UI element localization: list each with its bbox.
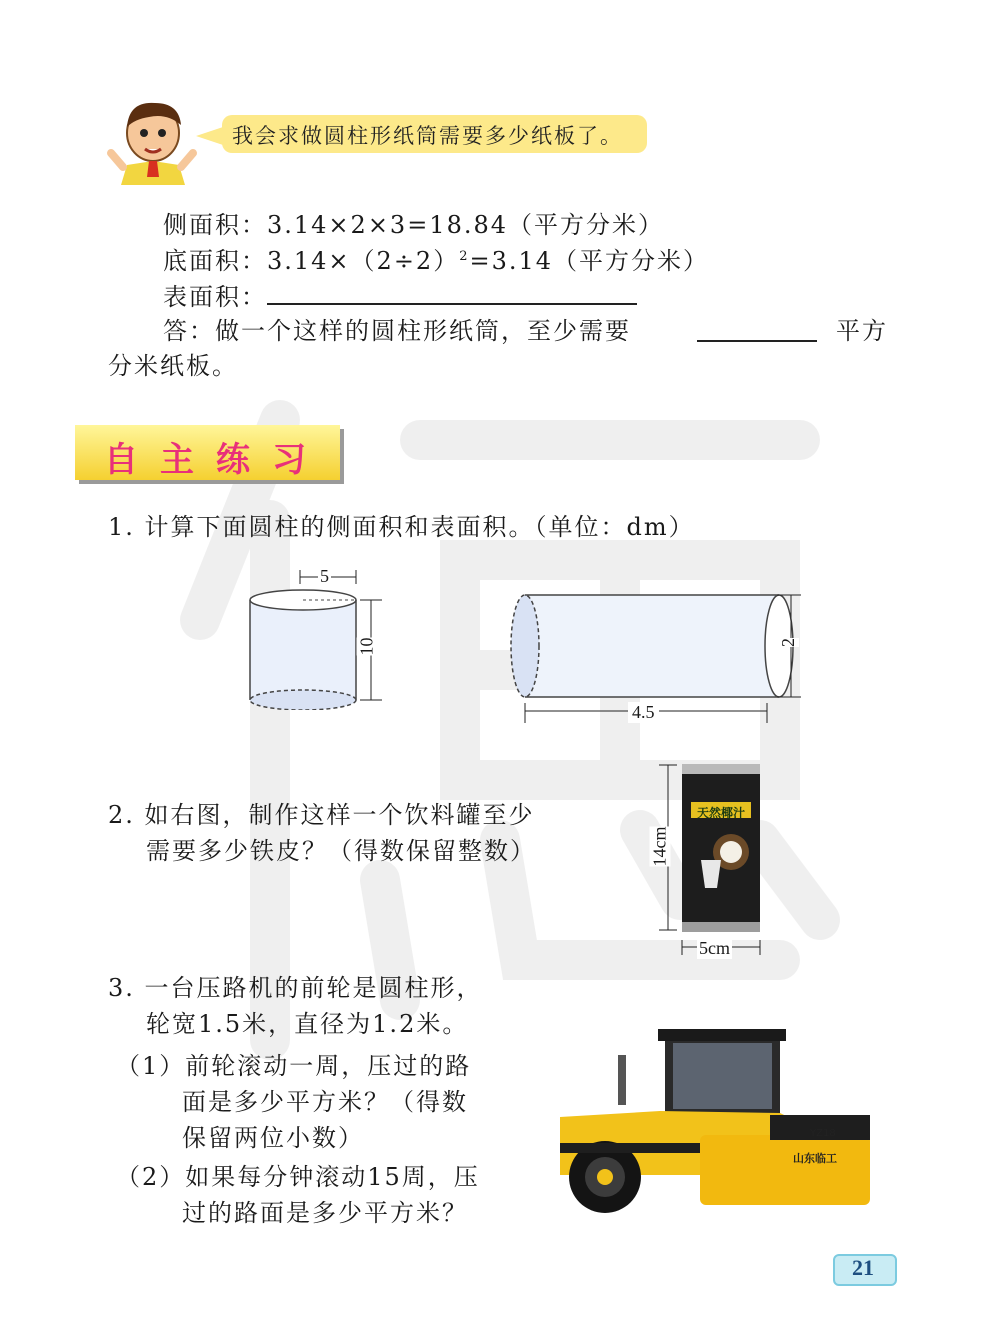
answer-unit: 平方: [836, 317, 888, 345]
question-1: 1. 计算下面圆柱的侧面积和表面积。（单位：dm）: [108, 513, 695, 541]
section-title: 自主练习: [104, 440, 328, 480]
question-3-sub-2-line-2: 过的路面是多少平方米？: [182, 1199, 468, 1227]
cylinder-2-diameter-label: 2: [778, 638, 798, 647]
can-height-label: 14cm: [649, 826, 670, 867]
question-2-line-2: 需要多少铁皮？（得数保留整数）: [146, 837, 536, 865]
base-area-prefix: 底面积：3.14×（2÷2）: [163, 247, 460, 275]
question-3-line-2: 轮宽1.5米，直径为1.2米。: [146, 1010, 469, 1038]
question-3-sub-1-line-3: 保留两位小数）: [182, 1124, 364, 1152]
road-roller-image: [540, 1025, 875, 1215]
speech-bubble-tail: [196, 126, 226, 146]
question-3-sub-1-line-1: （1）前轮滚动一周，压过的路: [116, 1052, 472, 1080]
cylinder-2-length-label: 4.5: [628, 702, 659, 723]
boy-avatar: [105, 95, 200, 185]
cylinder-2-diagram: [505, 585, 815, 730]
base-area-suffix: =3.14（平方分米）: [469, 247, 710, 275]
surface-area-blank[interactable]: [267, 281, 637, 305]
surface-area-label: 表面积：: [163, 283, 267, 311]
answer-prefix: 答：做一个这样的圆柱形纸筒，至少需要: [163, 317, 631, 345]
answer-line: [163, 311, 631, 346]
roller-model-text: YZ18: [810, 1128, 836, 1139]
answer-continuation: 分米纸板。: [108, 352, 238, 380]
question-3-sub-2-line-1: （2）如果每分钟滚动15周，压: [116, 1163, 480, 1191]
question-3-line-1: 3. 一台压路机的前轮是圆柱形，: [108, 974, 483, 1002]
can-brand-text: 天然椰汁: [697, 806, 746, 820]
drink-can-image: [655, 760, 765, 965]
page-number: 21: [852, 1255, 874, 1280]
base-area-exponent: 2: [459, 249, 470, 264]
cylinder-1-height-label: 10: [356, 637, 377, 656]
can-diameter-label: 5cm: [699, 938, 730, 958]
speech-bubble-text: 我会求做圆柱形纸筒需要多少纸板了。: [232, 124, 623, 148]
roller-brand-text: 山东临工: [793, 1152, 837, 1165]
surface-area-line: [163, 277, 637, 312]
lateral-area-line: 侧面积：3.14×2×3=18.84（平方分米）: [163, 211, 665, 239]
question-3-sub-1-line-2: 面是多少平方米？（得数: [182, 1088, 468, 1116]
base-area-line: [163, 241, 709, 276]
answer-blank[interactable]: [697, 318, 817, 342]
cylinder-1-diameter-label: 5: [320, 566, 329, 586]
question-2-line-1: 2. 如右图，制作这样一个饮料罐至少: [108, 801, 535, 829]
